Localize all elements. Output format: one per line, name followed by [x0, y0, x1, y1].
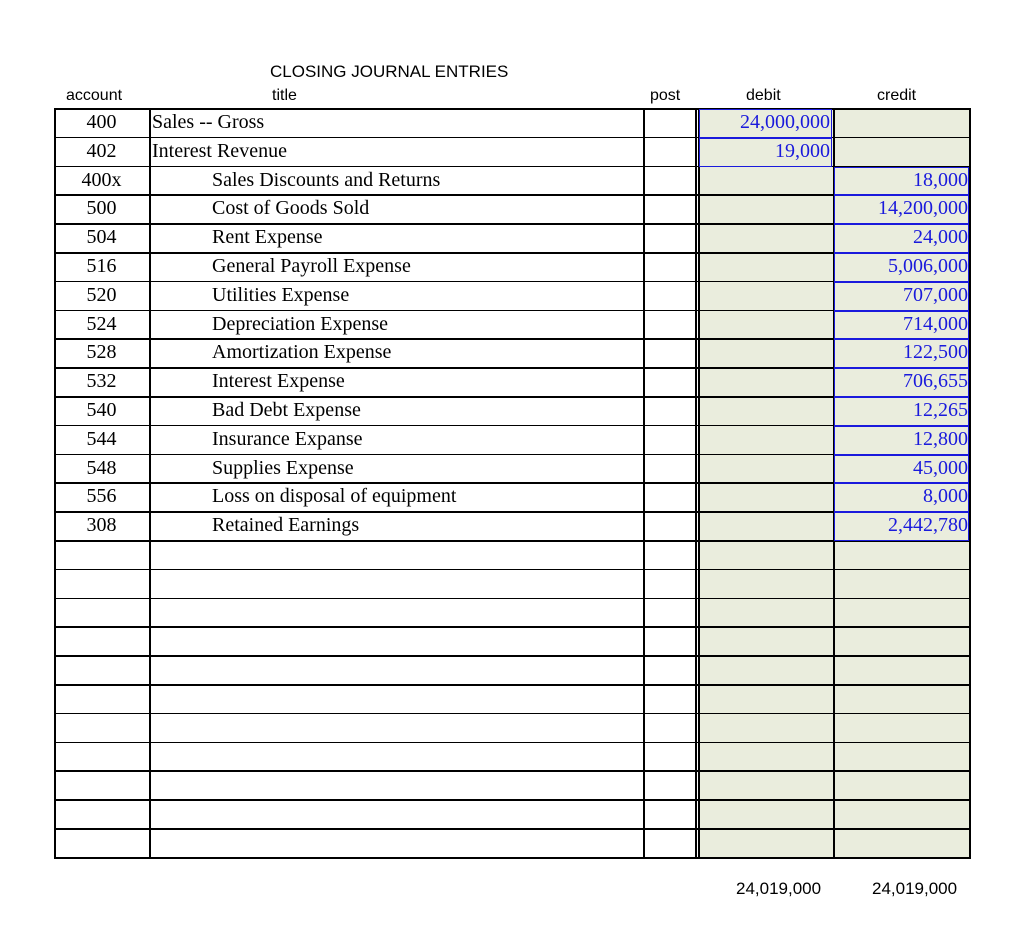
account-title: General Payroll Expense [212, 255, 411, 277]
debit-amount: 24,000,000 [740, 111, 830, 133]
credit-amount: 5,006,000 [888, 255, 968, 277]
header-account: account [66, 87, 123, 104]
account-number: 520 [86, 283, 117, 306]
credit-amount: 8,000 [923, 485, 968, 508]
account-number: 524 [86, 312, 117, 335]
account-number: 528 [86, 341, 117, 364]
credit-amount: 707,000 [903, 283, 968, 306]
total-debit: 24,019,000 [736, 879, 822, 898]
credit-amount: 714,000 [903, 312, 968, 335]
credit-amount: 122,500 [903, 341, 968, 364]
account-title: Retained Earnings [212, 514, 360, 537]
header-credit: credit [877, 87, 917, 104]
credit-amount: 24,000 [913, 226, 968, 249]
account-number: 400 [86, 111, 117, 133]
journal-row [54, 252, 970, 281]
account-number: 540 [86, 399, 117, 421]
journal-row [54, 367, 970, 396]
credit-amount: 14,200,000 [878, 197, 968, 220]
journal-row [54, 166, 970, 195]
journal-row [54, 281, 970, 310]
debit-amount: 19,000 [775, 139, 830, 162]
header-debit: debit [746, 87, 781, 104]
account-number: 548 [86, 456, 117, 479]
account-number: 308 [86, 514, 117, 537]
account-number: 532 [86, 370, 117, 393]
journal-row [54, 396, 970, 425]
account-number: 400x [81, 168, 122, 191]
journal-row [54, 338, 970, 367]
journal-row [54, 108, 970, 137]
credit-amount: 12,800 [913, 427, 968, 450]
journal-row [54, 223, 970, 252]
account-title: Insurance Expanse [212, 427, 363, 450]
credit-amount: 706,655 [903, 370, 968, 393]
credit-amount: 2,442,780 [888, 514, 968, 537]
header-title: title [272, 87, 297, 104]
account-title: Supplies Expense [212, 456, 354, 479]
sheet-title: CLOSING JOURNAL ENTRIES [270, 62, 509, 81]
journal-row [54, 194, 970, 223]
account-number: 504 [86, 226, 117, 249]
journal-row [54, 454, 970, 483]
account-title: Interest Revenue [152, 139, 287, 162]
account-number: 500 [86, 197, 117, 220]
total-credit: 24,019,000 [872, 879, 958, 898]
journal-row [54, 310, 970, 339]
header-post: post [650, 87, 681, 104]
credit-amount: 45,000 [913, 456, 968, 479]
account-title: Utilities Expense [212, 283, 350, 306]
journal-row [54, 511, 970, 540]
account-title: Interest Expense [212, 370, 345, 393]
credit-amount: 18,000 [913, 168, 968, 191]
account-title: Loss on disposal of equipment [212, 485, 457, 508]
credit-amount: 12,265 [913, 399, 968, 421]
account-title: Depreciation Expense [212, 312, 389, 335]
account-number: 544 [86, 427, 117, 450]
account-number: 402 [86, 139, 117, 162]
account-number: 516 [86, 255, 117, 277]
account-title: Rent Expense [212, 226, 323, 249]
account-title: Sales -- Gross [152, 111, 265, 133]
journal-row [54, 137, 970, 166]
account-number: 556 [86, 485, 117, 508]
account-title: Bad Debt Expense [212, 399, 361, 421]
journal-row [54, 425, 970, 454]
account-title: Amortization Expense [212, 341, 392, 364]
account-title: Sales Discounts and Returns [212, 168, 441, 191]
journal-row [54, 482, 970, 511]
account-title: Cost of Goods Sold [212, 197, 370, 220]
